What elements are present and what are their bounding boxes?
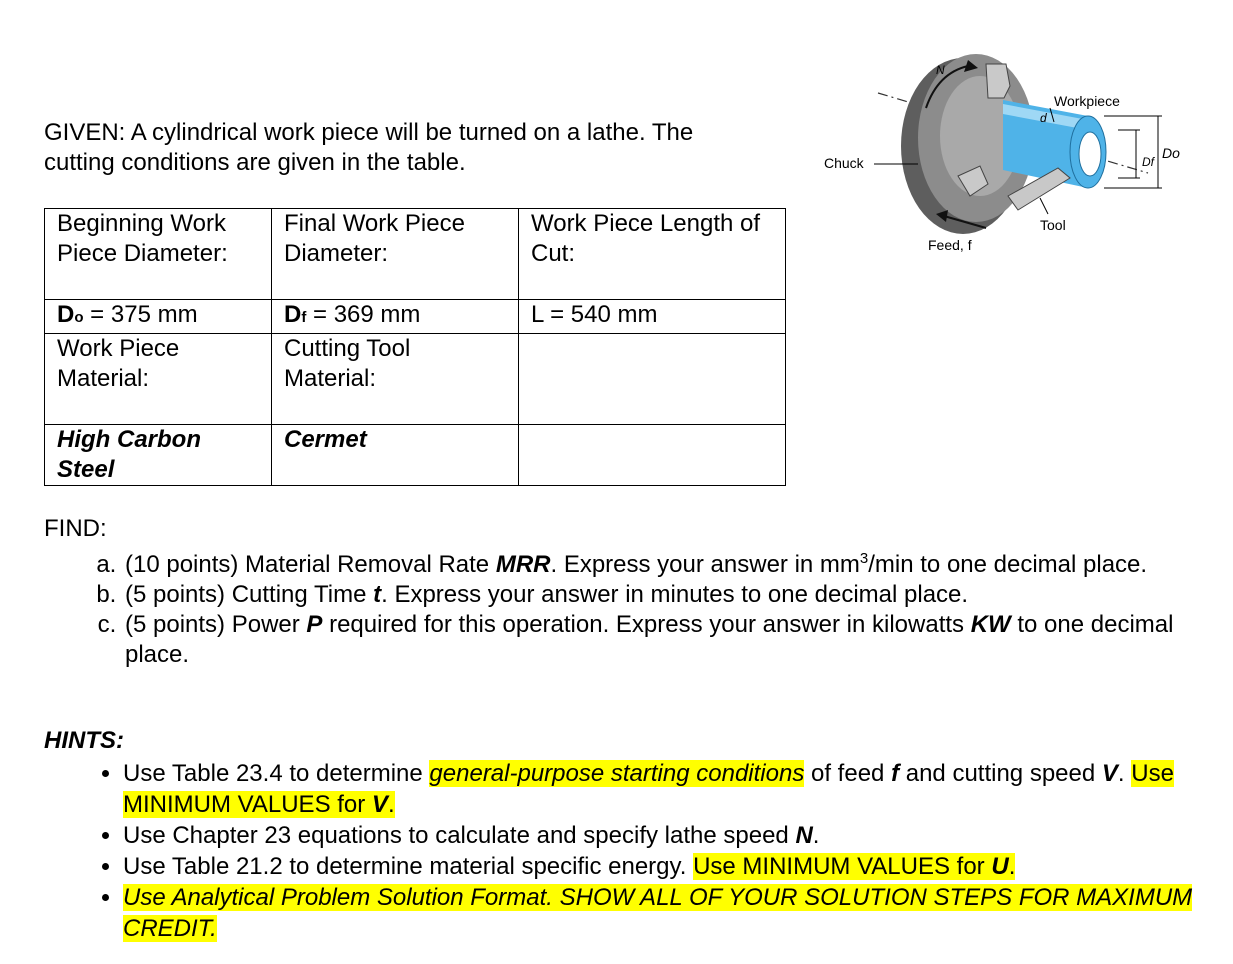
header-workpiece-material: Work Piece Material: [45,334,272,425]
tool-leader [1040,198,1048,214]
list-item [123,758,1233,820]
header-final-diameter: Final Work Piece Diameter: [272,209,519,300]
hint3-highlight [693,853,1015,880]
find-b-post: . Express your answer in minutes to one decimal place. [381,581,969,608]
chuck-jaw-top [986,64,1010,98]
value-final-diameter [272,300,519,334]
workpiece-cut-face [1079,132,1101,176]
table-row [45,334,786,425]
hint1-highlight: general-purpose starting conditions [429,760,805,787]
find-c-var: P [306,611,323,638]
hint3-hl-var: U [991,853,1009,880]
table-row [45,300,786,334]
given-line-2: cutting conditions are given in the table. [44,149,466,176]
header-empty [519,334,786,425]
do-value: = 375 mm [83,301,198,328]
find-label: FIND: [44,515,107,542]
header-length-of-cut: Work Piece Length of Cut: [519,209,786,300]
label-do: Do [1162,145,1180,161]
hint3-hl-post: . [1008,853,1016,880]
label-workpiece: Workpiece [1054,93,1120,109]
hint1-pre: Use Table 23.4 to determine [123,760,430,787]
find-b-var: t [373,581,382,608]
find-a-sup: 3 [859,550,869,567]
hint1-hl2-var: V [371,791,388,818]
find-list [80,544,1233,670]
do-symbol: D [57,301,75,328]
cutting-conditions-table [44,208,786,486]
hint-list [80,758,1233,944]
value-tool-material: Cermet [272,425,519,486]
label-d: d [1040,111,1047,125]
list-item [123,851,1233,882]
hints-label: HINTS: [44,727,124,754]
hint1-mid2: and cutting speed [899,760,1102,787]
hint2-pre: Use Chapter 23 equations to calculate and specify lathe speed [123,822,796,849]
find-a-post2: /min to one decimal place. [868,551,1148,578]
given-line-1: GIVEN: A cylindrical work piece will be turned on a lathe. The [44,119,694,146]
header-beginning-diameter: Beginning Work Piece Diameter: [45,209,272,300]
find-b-pre: (5 points) Cutting Time [125,581,374,608]
df-symbol: D [284,301,302,328]
hint4-highlight: Use Analytical Problem Solution Format. SHOW ALL OF YOUR SOLUTION STEPS FOR MAXIMUM CREDIT. [123,884,1193,942]
find-c-pre: (5 points) Power [125,611,307,638]
label-chuck: Chuck [824,155,864,171]
do-subscript: o [74,309,84,326]
hint1-mid: of feed [804,760,892,787]
label-n: N [936,63,945,77]
hint2-var: N [795,822,813,849]
hint1-mid3: . [1117,760,1132,787]
hint1-var-f: f [891,760,900,787]
find-a-var: MRR [495,551,551,578]
given-statement [44,118,804,178]
find-c-var2: KW [970,611,1011,638]
table-row [45,209,786,300]
value-workpiece-material: High Carbon Steel [45,425,272,486]
header-tool-material: Cutting Tool Material: [272,334,519,425]
list-item [123,544,1233,580]
label-df: Df [1142,155,1154,169]
hint1-hl2-pre: Use MINIMUM VALUES for [123,760,1174,818]
hint2-post: . [812,822,820,849]
hint3-hl-pre: Use MINIMUM VALUES for [693,853,992,880]
df-value: = 369 mm [306,301,421,328]
lathe-turning-diagram [818,38,1178,268]
df-subscript: f [301,309,307,326]
hint1-hl2-post: . [387,791,395,818]
label-feed: Feed, f [928,237,972,253]
value-beginning-diameter [45,300,272,334]
table-row [45,425,786,486]
hint3-pre: Use Table 21.2 to determine material specific energy. [123,853,694,880]
list-item [123,580,1233,610]
list-item [123,882,1233,944]
label-tool: Tool [1040,217,1066,233]
value-empty [519,425,786,486]
list-item [123,610,1233,670]
value-length-of-cut: L = 540 mm [519,300,786,334]
find-c-post: to one decimal place. [125,611,1174,668]
find-a-pre: (10 points) Material Removal Rate [125,551,496,578]
list-item [123,820,1233,851]
find-c-mid: required for this operation. Express your answer in kilowatts [322,611,971,638]
find-a-post1: . Express your answer in mm [550,551,860,578]
hint1-var-v: V [1101,760,1118,787]
